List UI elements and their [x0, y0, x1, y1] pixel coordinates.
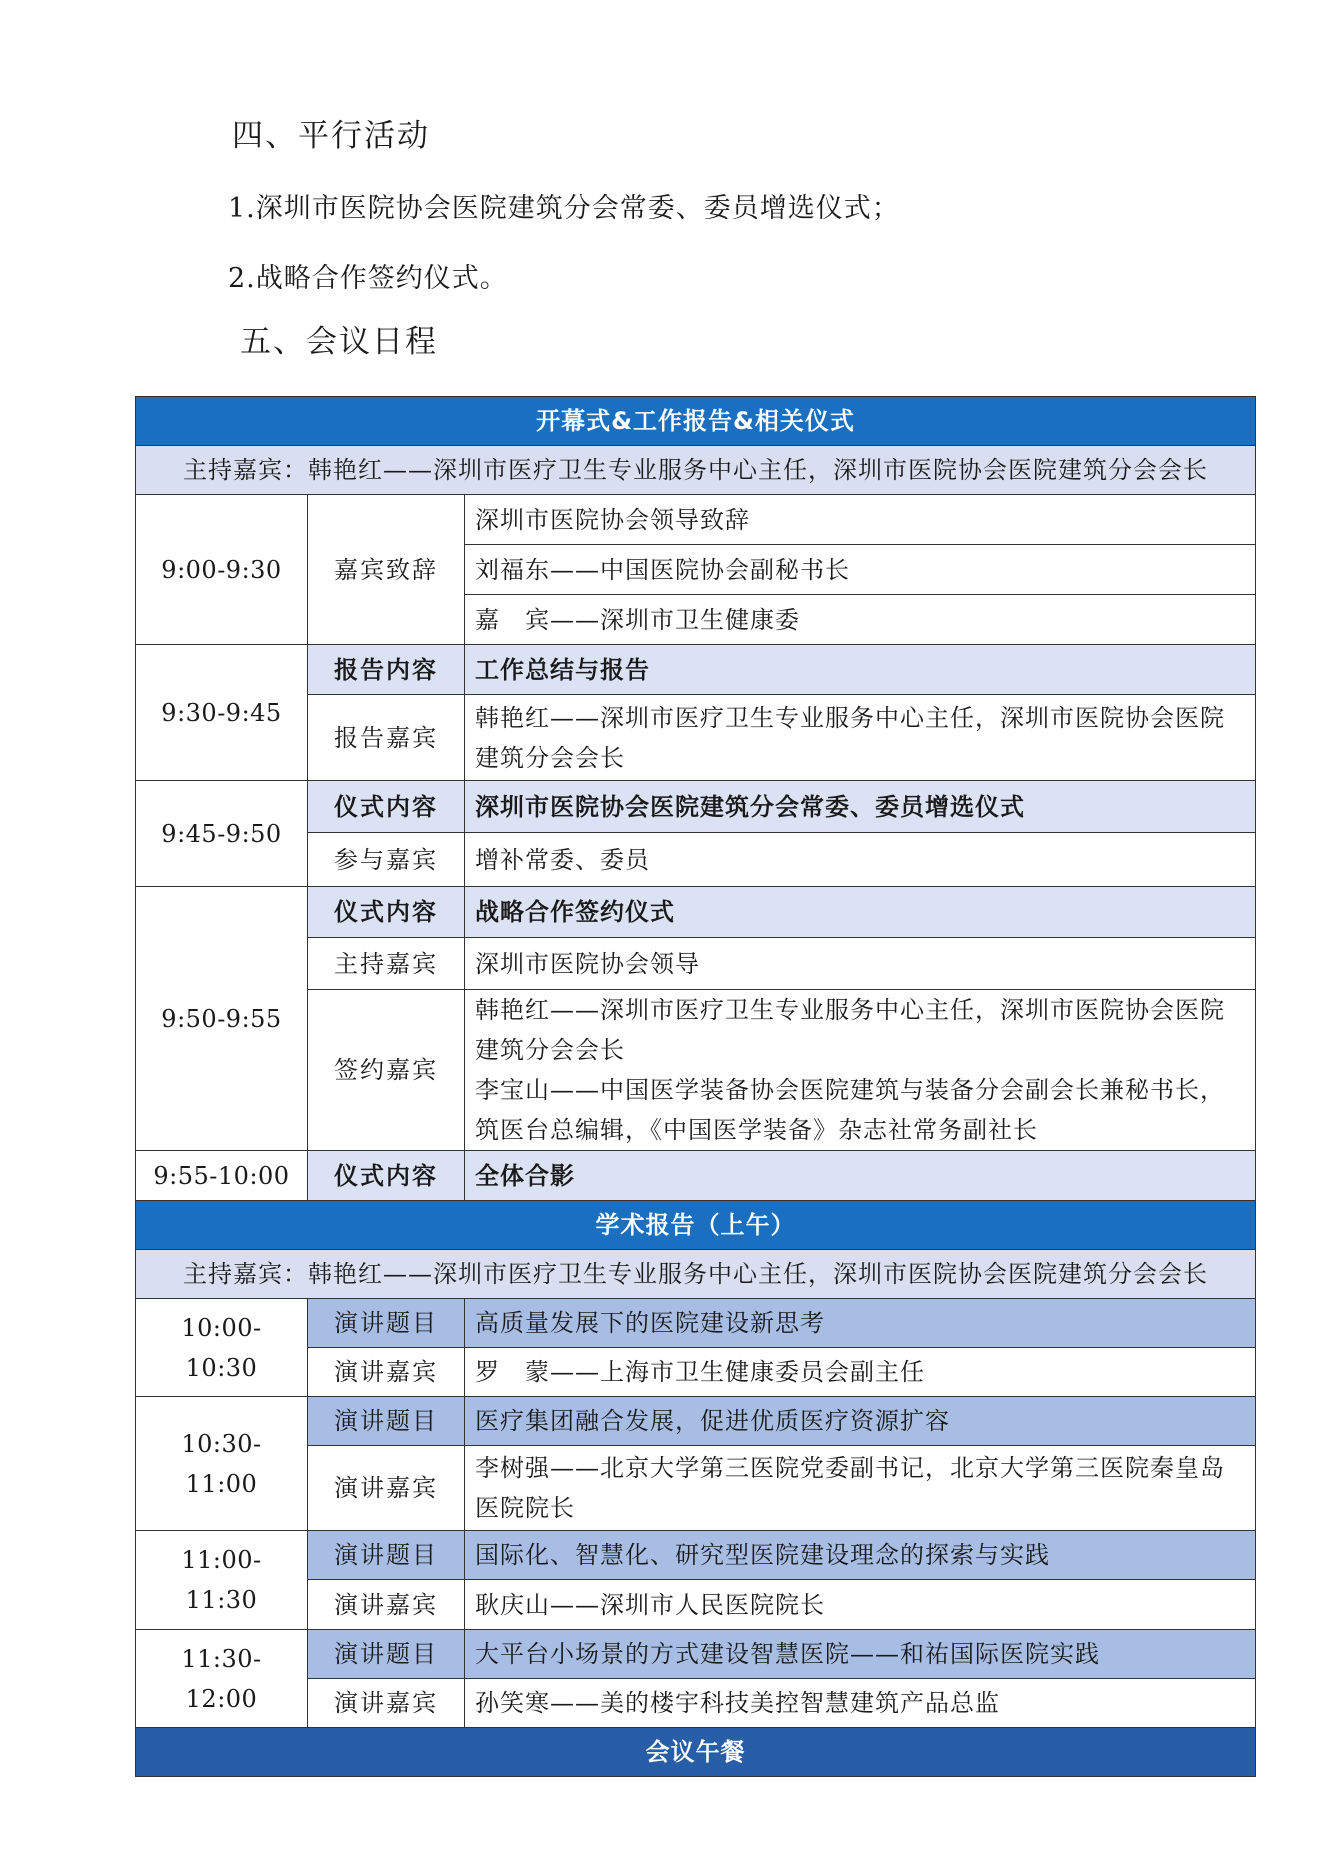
- label-cell: 演讲题目: [308, 1630, 465, 1679]
- lunch-label: 会议午餐: [136, 1728, 1256, 1777]
- content-cell: 刘福东——中国医院协会副秘书长: [465, 545, 1256, 595]
- heading-parallel-activities: 四、平行活动: [232, 118, 430, 154]
- time-cell: 9:00-9:30: [136, 495, 308, 645]
- time-cell: 10:00-10:30: [136, 1299, 308, 1397]
- table-row: [136, 645, 1256, 695]
- content-cell: 嘉 宾——深圳市卫生健康委: [465, 595, 1256, 645]
- content-cell: 罗 蒙——上海市卫生健康委员会副主任: [465, 1348, 1256, 1397]
- content-cell: 增补常委、委员: [465, 833, 1256, 887]
- table-row: [136, 887, 1256, 938]
- table-row: [136, 1531, 1256, 1580]
- section-title-opening: 开幕式&工作报告&相关仪式: [136, 397, 1256, 446]
- label-cell: 嘉宾致辞: [308, 495, 465, 645]
- table-row: [136, 1397, 1256, 1446]
- label-cell: 报告嘉宾: [308, 695, 465, 781]
- content-cell: 深圳市医院协会领导致辞: [465, 495, 1256, 545]
- host-text: 主持嘉宾：韩艳红——深圳市医疗卫生专业服务中心主任，深圳市医院协会医院建筑分会会长: [136, 446, 1256, 495]
- parallel-item-1: 1.深圳市医院协会医院建筑分会常委、委员增选仪式；: [228, 193, 900, 224]
- label-cell: 演讲嘉宾: [308, 1446, 465, 1531]
- signing-guest-2: 李宝山——中国医学装备协会医院建筑与装备分会副会长兼秘书长，筑医台总编辑，《中国医学装备》杂志社常务副社长: [475, 1076, 1225, 1144]
- label-cell: 签约嘉宾: [308, 990, 465, 1151]
- content-cell: 深圳市医院协会领导: [465, 938, 1256, 990]
- table-row: [136, 495, 1256, 545]
- content-cell: 全体合影: [465, 1151, 1256, 1201]
- label-cell: 演讲嘉宾: [308, 1348, 465, 1397]
- content-cell: 孙笑寒——美的楼宇科技美控智慧建筑产品总监: [465, 1679, 1256, 1728]
- content-cell: [465, 990, 1256, 1151]
- content-cell: 深圳市医院协会医院建筑分会常委、委员增选仪式: [465, 781, 1256, 833]
- schedule-table: [135, 396, 1256, 1777]
- time-cell: 11:30-12:00: [136, 1630, 308, 1728]
- content-cell: 战略合作签约仪式: [465, 887, 1256, 938]
- content-cell: 耿庆山——深圳市人民医院院长: [465, 1580, 1256, 1630]
- table-row: [136, 1299, 1256, 1348]
- heading-schedule: 五、会议日程: [240, 324, 438, 360]
- content-cell: 高质量发展下的医院建设新思考: [465, 1299, 1256, 1348]
- content-cell: 大平台小场景的方式建设智慧医院——和祐国际医院实践: [465, 1630, 1256, 1679]
- section-header: [136, 397, 1256, 446]
- host-row: [136, 1250, 1256, 1299]
- time-cell: 10:30-11:00: [136, 1397, 308, 1531]
- table-row: [136, 1151, 1256, 1201]
- parallel-item-2: 2.战略合作签约仪式。: [228, 263, 508, 294]
- label-cell: 仪式内容: [308, 1151, 465, 1201]
- host-row: [136, 446, 1256, 495]
- content-cell: 工作总结与报告: [465, 645, 1256, 695]
- label-cell: 仪式内容: [308, 781, 465, 833]
- label-cell: 演讲题目: [308, 1299, 465, 1348]
- section-header: [136, 1201, 1256, 1250]
- content-cell: 国际化、智慧化、研究型医院建设理念的探索与实践: [465, 1531, 1256, 1580]
- time-cell: 9:30-9:45: [136, 645, 308, 781]
- signing-guest-1: 韩艳红——深圳市医疗卫生专业服务中心主任，深圳市医院协会医院建筑分会会长: [475, 996, 1225, 1064]
- label-cell: 主持嘉宾: [308, 938, 465, 990]
- host-text: 主持嘉宾：韩艳红——深圳市医疗卫生专业服务中心主任，深圳市医院协会医院建筑分会会长: [136, 1250, 1256, 1299]
- time-cell: 11:00-11:30: [136, 1531, 308, 1630]
- label-cell: 参与嘉宾: [308, 833, 465, 887]
- content-cell: 韩艳红——深圳市医疗卫生专业服务中心主任，深圳市医院协会医院建筑分会会长: [465, 695, 1256, 781]
- table-row: [136, 781, 1256, 833]
- table-row: [136, 1630, 1256, 1679]
- label-cell: 演讲题目: [308, 1397, 465, 1446]
- label-cell: 报告内容: [308, 645, 465, 695]
- content-cell: 医疗集团融合发展，促进优质医疗资源扩容: [465, 1397, 1256, 1446]
- content-cell: 李树强——北京大学第三医院党委副书记，北京大学第三医院秦皇岛医院院长: [465, 1446, 1256, 1531]
- label-cell: 仪式内容: [308, 887, 465, 938]
- section-header: [136, 1728, 1256, 1777]
- time-cell: 9:45-9:50: [136, 781, 308, 887]
- label-cell: 演讲嘉宾: [308, 1580, 465, 1630]
- time-cell: 9:50-9:55: [136, 887, 308, 1151]
- label-cell: 演讲嘉宾: [308, 1679, 465, 1728]
- label-cell: 演讲题目: [308, 1531, 465, 1580]
- time-cell: 9:55-10:00: [136, 1151, 308, 1201]
- section-title-academic: 学术报告（上午）: [136, 1201, 1256, 1250]
